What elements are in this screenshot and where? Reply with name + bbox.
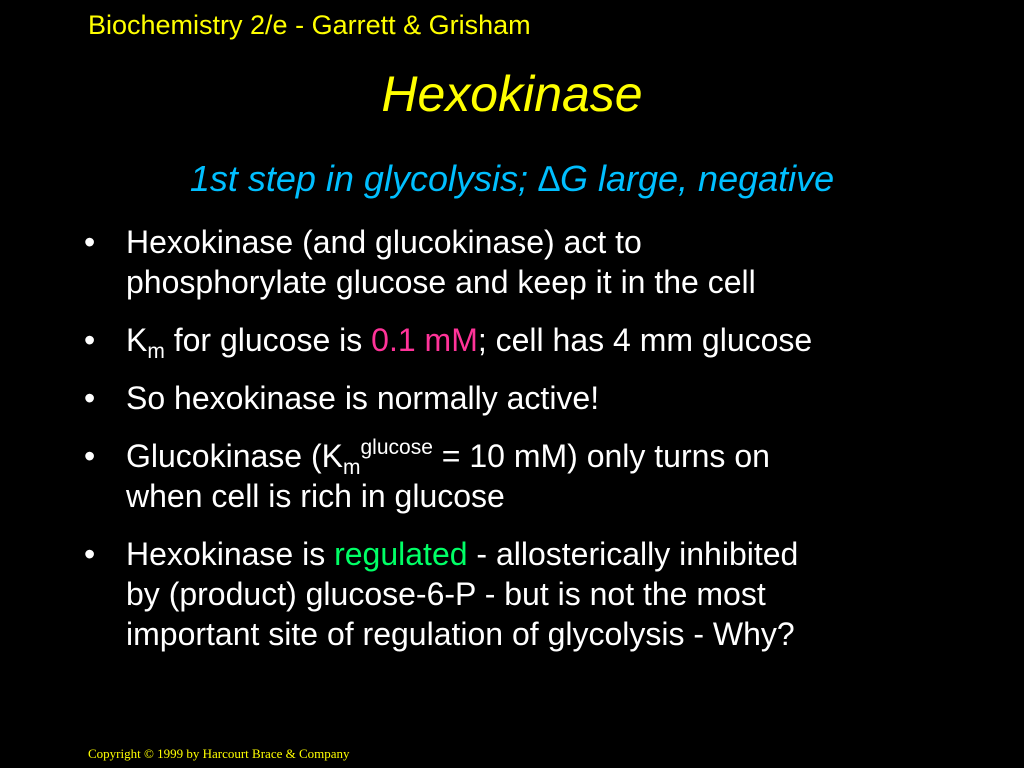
glucokinase-post-text: = 10 mM) only turns on — [432, 438, 770, 474]
slide-subtitle: 1st step in glycolysis; ∆G large, negative — [189, 158, 835, 199]
bullet-item-glucokinase — [82, 436, 1002, 516]
bullet-line: Hexokinase (and glucokinase) act to — [126, 224, 642, 260]
bullet-line: So hexokinase is normally active! — [126, 380, 600, 416]
bullet-line: when cell is rich in glucose — [126, 478, 505, 514]
regulation-post-text: - allosterically inhibited — [467, 536, 799, 572]
glucokinase-superscript: glucose — [360, 436, 433, 459]
bullet-icon: • — [84, 322, 96, 358]
bullet-line: phosphorylate glucose and keep it in the cell — [126, 264, 756, 300]
bullet-item-km-glucose — [82, 320, 1002, 363]
bullet-line: by (product) glucose-6-P - but is not the most — [126, 576, 766, 612]
bullet-line — [126, 534, 1002, 574]
bullet-item-normally-active — [82, 378, 1002, 418]
bullet-line: important site of regulation of glycolysis - Why? — [126, 616, 795, 652]
glucokinase-subscript: m — [342, 456, 361, 479]
regulated-highlight: regulated — [334, 536, 468, 572]
bullet-icon: • — [84, 536, 96, 572]
glucokinase-pre-text: Glucokinase (K — [126, 438, 343, 474]
bullet-item-regulation — [82, 534, 1002, 654]
km-subscript: m — [147, 340, 165, 363]
bullet-list — [82, 222, 1002, 672]
regulation-pre-text: Hexokinase is — [126, 536, 335, 572]
km-k-text: K — [126, 322, 148, 358]
km-rest-text: ; cell has 4 mm glucose — [477, 322, 813, 358]
book-header: Biochemistry 2/e - Garrett & Grisham — [88, 10, 531, 40]
km-mid-text: for glucose is — [164, 322, 372, 358]
bullet-line — [126, 436, 1002, 479]
bullet-icon: • — [84, 380, 96, 416]
bullet-icon: • — [84, 438, 96, 474]
km-value-highlight: 0.1 mM — [371, 322, 478, 358]
bullet-item-hexokinase-function — [82, 222, 1002, 302]
bullet-icon: • — [84, 224, 96, 260]
copyright-footer: Copyright © 1999 by Harcourt Brace & Company — [88, 746, 350, 761]
slide-title: Hexokinase — [381, 66, 643, 122]
bullet-line — [126, 320, 1002, 363]
